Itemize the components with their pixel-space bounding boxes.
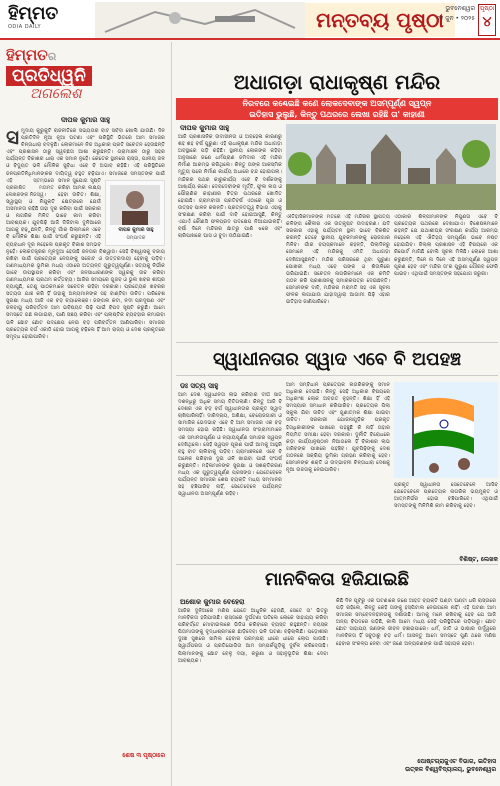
column-para-2: ସମାଜରେ ସମସ୍ତଙ୍କ ପାଇଁ ସମାନ ସୁଯୋଗ ସୃଷ୍ଟି କରିବା ଆମର ଲକ୍ଷ୍ୟ ହେବା ଉଚିତ। ଶିକ୍ଷା, ସ୍ୱାସ୍ଥ୍ୟ ଓ ନିଯୁକ୍ତି କ୍ଷେତ୍ରରେ ଯେଉଁ ଅସମାନତା ରହିଛି ତାହା ଦୂର କରିବା ପାଇଁ ସରକାର ଓ ନାଗରିକ ମିଳିତ ଭାବେ କାମ କରିବା ଆବଶ୍ୟକ। ଯୁବପିଢ଼ି ଆଜି ଡିଜିଟାଲ ଦୁନିଆରେ ଆଗକୁ ବଢ଼ୁଛନ୍ତି, କିନ୍ତୁ ଗାଁର ପିଲାମାନେ ଏବେ ବି ମୌଳିକ ଶିକ୍ଷା ପାଇଁ ସଂଘର୍ଷ କରୁଛନ୍ତି। ଏହି ବ୍ୟବଧାନ ଦୂର ନହେଲେ ପ୍ରକୃତ ବିକାଶ ସମ୍ଭବ ନୁହେଁ। ଲୋକତନ୍ତ୍ରର ମୂଳଦୁଆ ହେଉଛି ଜନତାର ବିଶ୍ୱାସ। ସେହି ବିଶ୍ୱାସକୁ ବଜାୟ ରଖିବା ପାଇଁ ପ୍ରତ୍ୟେକ ନେତାଙ୍କୁ ସଚ୍ଚୋଟ ଓ ଉତ୍ତରଦାୟୀ ହେବାକୁ ପଡ଼ିବ। ଗଣମାଧ୍ୟମର ଭୂମିକା ମଧ୍ୟ ଏଠାରେ ଅତ୍ୟନ୍ତ ଗୁରୁତ୍ୱପୂର୍ଣ୍ଣ। ସତ୍ୟକୁ ନିର୍ଭୀକ ଭାବେ ଉପସ୍ଥାପନ କରିବା ଏବଂ ଜନସାଧାରଣଙ୍କ ସ୍ୱରକୁ ଉଚ୍ଚ କରିବା ଗଣମାଧ୍ୟମର ପ୍ରଥମ କର୍ତ୍ତବ୍ୟ। ଆଜିର ସମୟରେ ଗୁଜବ ଓ ଭୁଲ ଖବର ଶୀଘ୍ର ବ୍ୟାପୁଛି, ତେଣୁ ପାଠକମାନେ ସଚେତନ ରହିବା ଦରକାର। ପ୍ରତ୍ୟେକ ଖବରର ସତ୍ୟତା ଯାଞ୍ଚ କରି ହିଁ ତାହାକୁ ଅନ୍ୟମାନଙ୍କ ସହ ବାଣ୍ଟିବା ଉଚିତ। ପରିବେଶ ସୁରକ୍ଷା ମଧ୍ୟ ଆଜି ଏକ ବଡ଼ ଚ୍ୟାଲେଞ୍ଜ। ଜଙ୍ଗଲ କଟା, ନଦୀ ପ୍ରଦୂଷଣ ଏବଂ ଜଳବାୟୁ ପରିବର୍ତ୍ତନ ଆମ ଭବିଷ୍ୟତ ପିଢ଼ି ପାଇଁ ବିପଦ ସୃଷ୍ଟି କରୁଛି। ଆମେ ସମସ୍ତେ ଗଛ ଲଗାଇବା, ପାଣି ସଞ୍ଚୟ କରିବା ଏବଂ ପ୍ଲାଷ୍ଟିକ ବ୍ୟବହାର କମାଇବା ଭଳି ଛୋଟ ଛୋଟ ପଦକ୍ଷେପ ନେଇ ବଡ଼ ପରିବର୍ତ୍ତନ ଆଣିପାରିବା। ସମାଜର ପ୍ରତ୍ୟେକ ବର୍ଗ ଏକାଠି ହୋଇ ଆଗକୁ ବଢ଼ିଲେ ହିଁ ଆମ ରାଜ୍ୟ ଓ ଦେଶ ପ୍ରକୃତରେ ସମୃଦ୍ଧ ହୋଇପାରିବ। [6,170,165,340]
article3-col1: ଆଜିର ଦୁନିଆରେ ମଣିଷ ଯେତେ ଆଧୁନିକ ହେଉଛି, ସେତେ ତା' ଭିତରୁ ମାନବିକତା ହଜିଯାଉଛି। ରାସ୍ତାରେ ଦୁର୍ଘଟଣା ଘଟିଲେ ଲୋକେ ସାହାଯ୍ୟ କରିବା ପରିବର୍ତ୍ତେ ମୋବାଇଲରେ ଭିଡିଓ କରିବାରେ ବ୍ୟସ୍ତ ରହୁଛନ୍ତି। ବୟସ୍କ ପିତାମାତାଙ୍କୁ ବୃଦ୍ଧାଶ୍ରମରେ ଛାଡ଼ିଦେବା ଭଳି ଘଟଣା ବଢ଼ିଚାଲିଛି। ପଡ଼ୋଶୀର ଦୁଃଖ ସୁଖରେ ସାମିଲ ହେବାର ପରମ୍ପରା ଧୀରେ ଧୀରେ ଲୋପ ପାଉଛି। ସ୍ୱାର୍ଥପରତା ଓ ପ୍ରତିଯୋଗିତା ଆମ ସମ୍ପର୍କଗୁଡ଼ିକୁ ଦୁର୍ବଳ କରିଦେଉଛି। ପିଲାମାନଙ୍କୁ ଛୋଟ ବେଳୁ ଦୟା, କରୁଣା ଓ ସହାନୁଭୂତିର ଶିକ୍ଷା ଦେବା ଆବଶ୍ୟକ। [178,608,328,664]
article2-headline: ସ୍ୱାଧୀନତାର ସ୍ୱାଦ ଏବେ ବି ଅପହଞ୍ଚ [176,342,498,376]
edition-meta [410,4,475,36]
article1-col3: ଏଠାକାର ଶିଳ୍ପୀମାନଙ୍କ ନିପୁଣତା ଏବେ ବି ପ୍ରତ୍ୟେକ ପଥରରେ ଦେଖାଯାଏ। ବିଶେଷଜ୍ଞମାନେ କହନ୍ତି ଯେ ଯଥାଶୀଘ୍ର ସଂରକ୍ଷଣ କାର୍ଯ୍ୟ ଆରମ୍ଭ ନହେଲେ ଏହି ଐତିହ୍ୟ ସମ୍ପୂର୍ଣ୍ଣ ଭାବେ ନଷ୍ଟ ହୋଇଯିବ। ଜିଲ୍ଲା ପ୍ରଶାସନ ଏହି ବିଷୟରେ ଏକ ରିପୋର୍ଟ ମାଗିଛି ବୋଲି ସୂଚନା ମିଳିଛି। ଲୋକେ ଆଶା କରୁଛନ୍ତି, ଦିନେ ନା ଦିନେ ଏହି ଅସମ୍ପୂର୍ଣ୍ଣ ସ୍ୱପ୍ନ ପୂରଣ ହେବ ଏବଂ ମନ୍ଦିର ତା'ର ପୁରୁଣା ଗୌରବ ଫେରି ପାଇବ। ଏଥିପାଇଁ ସମସ୍ତଙ୍କ ସହଯୋଗ ଜରୁରୀ। [394,214,498,277]
column-dropcap: ସ [6,128,20,149]
masthead [0,0,500,40]
article1-col1: ଆଜି ପ୍ରଶାସନିକ ଉଦାସୀନତା ଓ ଅବହେଳା କାରଣରୁ ଶହ ଶହ ବର୍ଷ ପୁରୁଣା ଏହି ରାଧାକୃଷ୍ଣ ମନ୍ଦିର ଅଧାଗଡ଼ା ଅବସ୍ଥାରେ ପଡ଼ି ରହିଛି। ସ୍ଥାନୀୟ ଲୋକଙ୍କ କହିବା ଅନୁସାରେ ଜଣେ ଧର୍ମପ୍ରାଣ ଜମିଦାର ଏହି ମନ୍ଦିର ନିର୍ମାଣ ଆରମ୍ଭ କରିଥିଲେ। କିନ୍ତୁ ତାଙ୍କ ଆକସ୍ମିକ ମୃତ୍ୟୁ ପରେ ନିର୍ମାଣ କାର୍ଯ୍ୟ ଅଧାରେ ବନ୍ଦ ହୋଇଗଲା। ମନ୍ଦିରର ପଥର କାରୁକାର୍ଯ୍ୟ ଏବେ ବି ଦର୍ଶକଙ୍କୁ ଆଶ୍ଚର୍ଯ୍ୟ କରେ। ଦେବଦେବୀଙ୍କ ମୂର୍ତ୍ତି, ଫୁଲ ଲତା ଓ ପୌରାଣିକ କାହାଣୀର ଚିତ୍ର ପଥରରେ ଖୋଦିତ ହୋଇଛି। ଗ୍ରାମବାସୀ ପ୍ରତିବର୍ଷ ଏଠାରେ ପୂଜା ଓ ଉତ୍ସବ ପାଳନ କରନ୍ତି। ପ୍ରତ୍ନତତ୍ତ୍ୱ ବିଭାଗ ଏହାକୁ ସଂରକ୍ଷଣ କରିବା ପାଇଁ ଦାବି ହୋଇଆସୁଛି, କିନ୍ତୁ ଏଯାଏଁ କୌଣସି ଫଳପ୍ରଦ ପଦକ୍ଷେପ ନିଆଯାଇନାହିଁ। ବର୍ଷା ଦିନେ ମନ୍ଦିରର ଛାତରୁ ପାଣି ଝରେ ଏବଂ ଚାରିପାଖରେ ଘାସ ଓ ବୁଦା ଉଠିଯାଇଛି। [178,134,282,240]
page-label: ପୃଷ୍ଠା [479,5,495,12]
column-note: ଏହି ସ୍ତମ୍ଭରେ ପ୍ରକାଶିତ ମତାମତ ଲେଖକଙ୍କ ନିଜସ୍ୱ। [6,177,54,198]
article3-affiliation-line1: ପୋଷ୍ଟଗ୍ରାଜୁଏଟ ବିଭାଗ, ଇତିହାସ [417,758,496,765]
article2-col2: ଆମ ସମ୍ବିଧାନ ପ୍ରତ୍ୟେକ ନାଗରିକଙ୍କୁ ସମାନ ଅଧିକାର ଦେଇଛି। କିନ୍ତୁ ସେହି ଅଧିକାର ବିଷୟରେ ଅଧିକାଂଶ ଲୋକ ଅବଗତ ନୁହନ୍ତି। ଶିକ୍ଷା ହିଁ ଏହି ସମସ୍ୟାର ସମାଧାନ କରିପାରିବ। ପ୍ରତ୍ୟେକ ପିଲା ସ୍କୁଲ ଯିବା ଉଚିତ ଏବଂ ଗୁଣାତ୍ମକ ଶିକ୍ଷା ପାଇବା ଉଚିତ। ସରକାରୀ ଯୋଜନାଗୁଡ଼ିକ ପ୍ରକୃତ ହିତାଧିକାରୀଙ୍କ ପାଖରେ ପହଞ୍ଚୁଛି କି ନାହିଁ ତାହାର ନିୟମିତ ସମୀକ୍ଷା ହେବା ଦରକାର। ଦୁର୍ନୀତି ବିରୋଧରେ କଡ଼ା କାର୍ଯ୍ୟାନୁଷ୍ଠାନ ନିଆଗଲେ ହିଁ ବିକାଶର ଲାଭ ଗରିବଙ୍କ ପାଖରେ ପହଞ୍ଚିବ। ଯୁବପିଢ଼ିଙ୍କୁ ଦେଶ ଗଠନରେ ସକ୍ରିୟ ଭୂମିକା ଗ୍ରହଣ କରିବାକୁ ହେବ। ସେମାନଙ୍କ ଶକ୍ତି ଓ ଉଦ୍ଭାବନୀ ଚିନ୍ତାଧାରା ଦେଶକୁ ନୂଆ ଉଚ୍ଚତାକୁ ନେଇପାରିବ। [286,382,390,474]
column-body [6,128,165,750]
article1-subhead [176,98,498,120]
brand-name: ହିମ୍ମତ [8,3,59,24]
temple-photo [286,124,496,210]
article1-headline: ଅଧାଗଡ଼ା ରାଧାକୃଷ୍ଣ ମନ୍ଦିର [233,70,441,94]
page-number-value: ୪ [482,14,492,30]
article3-author-affiliation [336,758,496,774]
author-photo [110,185,160,225]
article3-headline: ମାନବିକତା ହଜିଯାଇଛି [176,564,498,594]
article2-signoff: ବିଶିଷ୍ଟ, ଲେଖକ [459,556,498,563]
brand-tagline: ODIA DAILY [8,24,42,30]
column-logo-suffix: ର [47,50,57,63]
column-para-1: ମୁଦାୟ କୁରୁକୁଟି ରାଜନୀତିରେ ସଭ୍ୟତାର ବାଟ ସର୍ବଦା ଖୋଲି ଯାଉଛି। ଦିନ ପ୍ରତିଦିନ ନୂଆ ନୂଆ ଘଟଣା ଏବଂ ପରିସ୍ଥିତି ଭିତରେ ଆମ ସମାଜର ଚିନ୍ତାଧାରା ବଦଳୁଛି। ଲୋକମାନେ ନିଜ ଅଧିକାର ପ୍ରତି ସଚେତନ ହେଉଛନ୍ତି ଏବଂ ପ୍ରଶାସନ ଠାରୁ ସ୍ୱଚ୍ଛତା ଆଶା କରୁଛନ୍ତି। ଗ୍ରାମାଞ୍ଚଳ ଠାରୁ ସହର ପର୍ଯ୍ୟନ୍ତ ବିକାଶର ଧାରା ଏକ ସମାନ ନୁହେଁ। କେତେକ ସ୍ଥାନରେ ରାସ୍ତା, ପାନୀୟ ଜଳ ଓ ବିଦ୍ୟୁତ ଭଳି ମୌଳିକ ସୁବିଧା ଏବେ ବି ଅଭାବ ରହିଛି। ଏହି ପରିସ୍ଥିତିରେ ଜନପ୍ରତିନିଧିମାନଙ୍କର ଦାୟିତ୍ୱ ବହୁତ ବଢ଼ିଯାଏ। [6,128,165,177]
article2-col1: ଆମ ଦେଶ ସ୍ୱାଧୀନତା ଲାଭ କରିବାର ଦୀର୍ଘ ସାତ ଦଶନ୍ଧିରୁ ଅଧିକ ସମୟ ବିତିଗଲାଣି। କିନ୍ତୁ ଆଜି ବି ଦେଶର ଏକ ବଡ଼ ବର୍ଗ ସ୍ୱାଧୀନତାର ପ୍ରକୃତ ସ୍ୱାଦ ଚାଖିପାରିନାହିଁ। ଦାରିଦ୍ର୍ୟ, ଅଶିକ୍ଷା, ବେରୋଜଗାରୀ ଓ ସାମାଜିକ ଭେଦଭାବ ଏବେ ବି ଆମ ସମାଜର ଏକ ବଡ଼ ସମସ୍ୟା ହୋଇ ରହିଛି। ସ୍ୱାଧୀନତା ସଂଗ୍ରାମୀମାନେ ଏକ ସମାନତାପୂର୍ଣ୍ଣ ଓ ନ୍ୟାୟପୂର୍ଣ୍ଣ ସମାଜର ସ୍ୱପ୍ନ ଦେଖିଥିଲେ। ସେହି ସ୍ୱପ୍ନ ପୂରଣ ପାଇଁ ଆମକୁ ଆହୁରି ବହୁ ବାଟ ଚାଲିବାକୁ ପଡ଼ିବ। ଗ୍ରାମାଞ୍ଚଳରେ ଏବେ ବି ଅନେକ ପରିବାର ଦୁଇ ଓଳି ଖାଇବା ପାଇଁ ସଂଘର୍ଷ କରୁଛନ୍ତି। ମହିଳାମାନଙ୍କ ସୁରକ୍ଷା ଓ ସଶକ୍ତିକରଣ ମଧ୍ୟ ଏକ ଗୁରୁତ୍ୱପୂର୍ଣ୍ଣ ପ୍ରସଙ୍ଗ। ଯେତେବେଳେ ପର୍ଯ୍ୟନ୍ତ ସମାଜର ଶେଷ ବ୍ୟକ୍ତି ମଧ୍ୟ ସମ୍ମାନର ସହ ବଞ୍ଚିପାରିବ ନାହିଁ, ସେତେବେଳେ ପର୍ଯ୍ୟନ୍ତ ସ୍ୱାଧୀନତା ଅସମ୍ପୂର୍ଣ୍ଣ ରହିବ। [178,392,282,498]
column-logo-line1 [6,46,165,64]
article3-byline: ଅଶୋକ କୁମାର ବେହେରା [180,598,245,606]
article1-subhead-line2: ଇତିହାସ ଭୁଲୁଛି, କିନ୍ତୁ ପଥରରେ ଲେଖା ରହିଛି ତା' କାହାଣୀ [249,110,425,119]
column-continued[interactable]: ଶେଷ ୩ ପୃଷ୍ଠାରେ [122,752,165,759]
author-card [105,180,165,246]
column-byline: ଦୀପକ କୁମାର ସାହୁ [60,116,111,124]
opinion-column [0,42,172,786]
article1-col2: ଐତିହାସିକମାନଙ୍କ ମତରେ ଏହି ମନ୍ଦିରର ସ୍ଥାପତ୍ୟ କଳିଙ୍ଗ ଶୈଳୀର ଏକ ଉତ୍କୃଷ୍ଟ ଉଦାହରଣ। ଯଦି ସରକାର ଏହାକୁ ପର୍ଯ୍ୟଟନ ସ୍ଥଳୀ ଭାବେ ବିକଶିତ କରନ୍ତି ତେବେ ସ୍ଥାନୀୟ ଯୁବକମାନଙ୍କୁ ରୋଜଗାର ମିଳିବ। ଗାଁର ବୟସ୍କମାନେ କହନ୍ତି, ପିଲାଦିନରୁ ସେମାନେ ଏହି ମନ୍ଦିରକୁ ଏମିତି ଅଧାଗଡ଼ା ଦେଖିଆସୁଛନ୍ତି। ମନ୍ଦିର ପରିସରରେ ଥିବା ପୁରୁଣା ପୋଖରୀ ମଧ୍ୟ ଏବେ ପଙ୍କ ଓ ଶିଉଳିରେ ଭରିଯାଇଛି। ସଚେତନ ନାଗରିକମାନେ ଏକ କମିଟି ଗଠନ କରି ପ୍ରଶାସନକୁ ସ୍ମାରକପତ୍ର ଦେଇଛନ୍ତି। ସେମାନଙ୍କ ଦାବି, ମନ୍ଦିରର ମରାମତି ସହ ଏକ ସୂଚନା ଫଳକ ଲଗାଯାଉ ଯାହାଦ୍ୱାରା ଆଗାମୀ ପିଢ଼ି ଏହାର ଇତିହାସ ଜାଣିପାରିବେ। [286,214,390,306]
article1-byline: ଦୀପକ କୁମାର ସାହୁ [180,124,230,132]
column-logo-brand: ହିମ୍ମତ [6,46,48,64]
article2-col3: ପ୍ରକୃତ ସ୍ୱାଧୀନତା ସେତେବେଳେ ଆସିବ ଯେତେବେଳେ ପ୍ରତ୍ୟେକ ନାଗରିକ ଭୟମୁକ୍ତ ଓ ଆତ୍ମନିର୍ଭର ହୋଇ ବଞ୍ଚିପାରିବେ। ଏଥିପାଇଁ ସମସ୍ତଙ୍କୁ ମିଳିମିଶି କାମ କରିବାକୁ ହେବ। [394,482,498,510]
column-logo-title: ପ୍ରତିଧ୍ୱନି [6,66,92,86]
article1-subhead-line1: ନିରବରେ କଣ୍ଢେଇଛି କଣେ ଲୋକଦେବାଙ୍କ ଅସମ୍ପୂର୍ଣ୍ଣ ସ୍ୱପ୍ନ [242,99,432,108]
column-logo [6,46,165,110]
column-logo-signature: ଅଗଲେଶ [30,86,82,102]
masthead-illustration [95,2,305,38]
page-number [478,4,496,36]
brand-logo[interactable] [8,4,88,36]
article3-col2: କିଛି ଦିନ ପୂର୍ବରୁ ଏକ ଘଟଣାରେ ଜଣେ ଆହତ ବ୍ୟକ୍ତି ଘଣ୍ଟା ଘଣ୍ଟା ଧରି ରାସ୍ତାରେ ପଡ଼ି ରହିଲେ, କିନ୍ତୁ କେହି ତାଙ୍କୁ ହସ୍ପିଟାଲ ନେଇଗଲେ ନାହିଁ। ଏହି ଘଟଣା ଆମ ସମାଜର ସମ୍ବେଦନହୀନତାକୁ ଦର୍ଶାଉଛି। ଆମକୁ ମନେ ରଖିବାକୁ ହେବ ଯେ ଆଜି ଅନ୍ୟ ବିପଦରେ ପଡ଼ିଛି, କାଲି ଆମେ ମଧ୍ୟ ସେହି ପରିସ୍ଥିତିରେ ପଡ଼ିପାରୁ। ଛୋଟ ଛୋଟ ସାହାଯ୍ୟ ଜଣଙ୍କ ଜୀବନ ବଞ୍ଚାଇପାରେ। ଧର୍ମ, ଜାତି ଓ ଭାଷାର ଉର୍ଦ୍ଧ୍ୱରେ ମାନବିକତା ହିଁ ସବୁଠାରୁ ବଡ଼ ଧର୍ମ। ଆସନ୍ତୁ ଆମେ ସମସ୍ତେ ପୁଣି ଥରେ ମଣିଷ ହେବାର ସଂକଳ୍ପ ନେବା ଏବଂ ଜଣେ ଅନ୍ୟଜଣଙ୍କ ପାଇଁ ସହାୟକ ହେବା। [336,598,496,647]
flag-photo [394,382,498,478]
section-title: ମନ୍ତବ୍ୟ ପୃଷ୍ଠା [305,3,455,37]
edition-city: ଭୁବନେଶ୍ୱର [445,5,475,12]
edition-date: ୧୧ ଜୁନ • ୨୦୨୫ [437,15,475,22]
article3-affiliation-line2: ଉତ୍କଳ ବିଶ୍ୱବିଦ୍ୟାଳୟ, ଭୁବନେଶ୍ୱର [405,766,496,773]
author-role: ସମ୍ପାଦକ [126,234,146,241]
author-name: ଦୀପକ କୁମାର ସାହୁ [118,226,154,233]
article2-byline: ଡଃ ସତ୍ୟ ସାହୁ [180,382,219,390]
